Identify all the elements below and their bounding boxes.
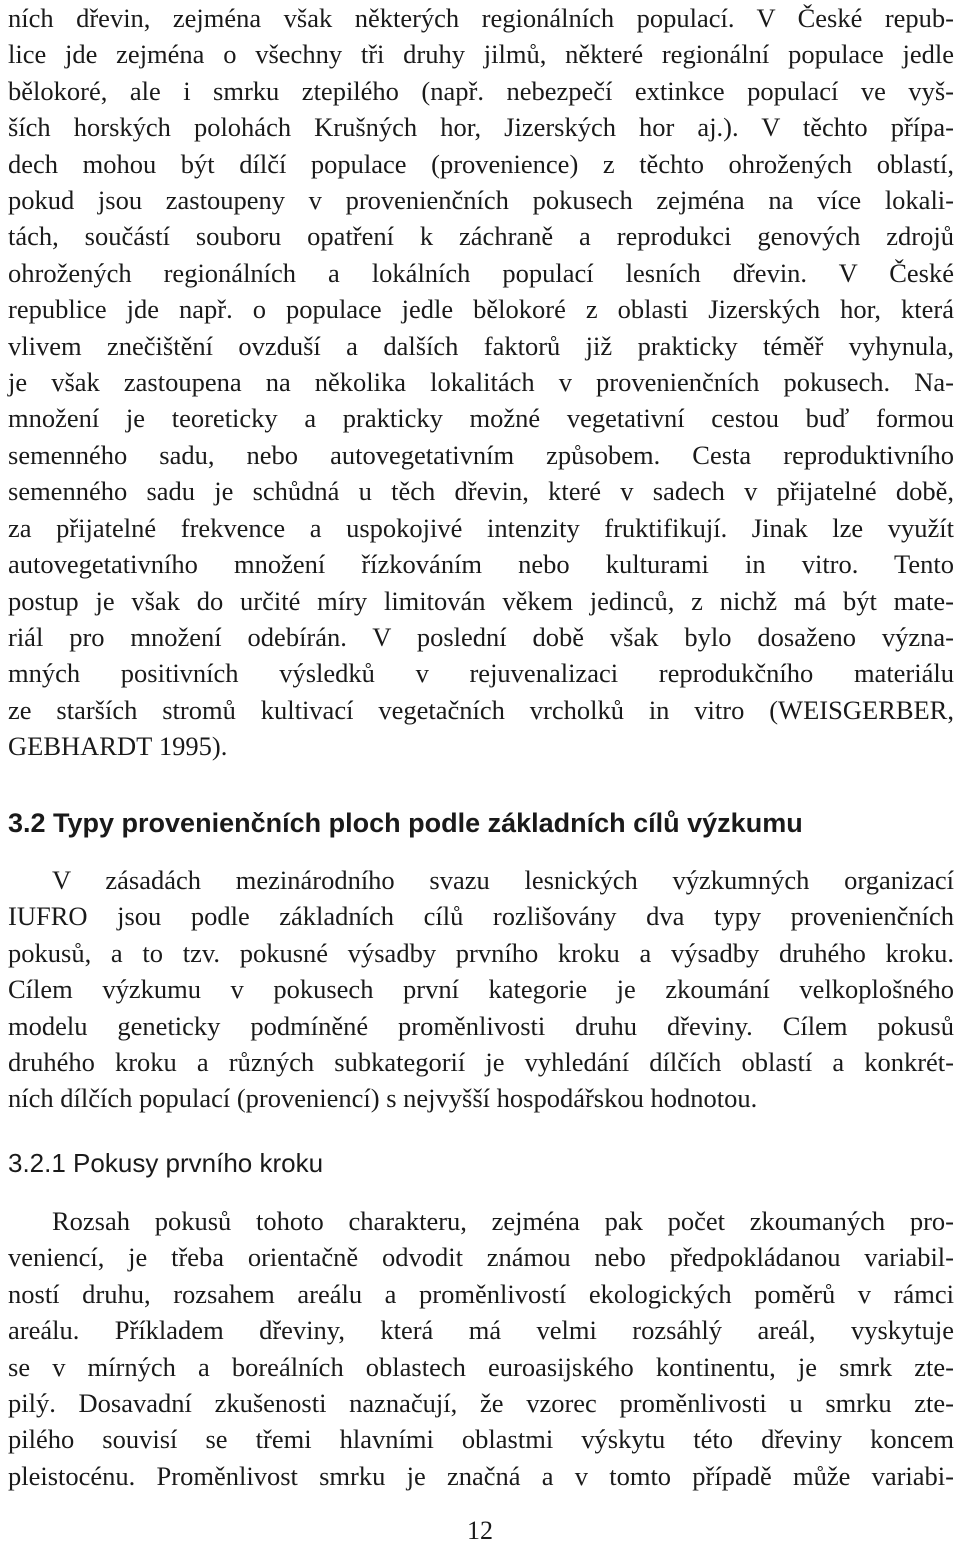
text-line: autovegetativního množení řízkováním nebo kulturami in vitro. Tento (8, 549, 954, 580)
citation-author: GEBHARDT (8, 731, 153, 762)
text-line: veniencí, je třeba orientačně odvodit známou nebo předpokládanou variabil- (8, 1242, 954, 1273)
text-line: dech mohou být dílčí populace (provenience) z těchto ohrožených oblastí, (8, 148, 954, 179)
text-line: semenného sadu je schůdná u těch dřevin, které v sadech v přijatelné době, (8, 476, 954, 507)
text-line: pilý. Dosavadní zkušenosti naznačují, že vzorec proměnlivosti u smrku zte- (8, 1388, 954, 1419)
text-line: pokud jsou zastoupeny v provenienčních pokusech zejména na více lokali- (8, 185, 954, 216)
text-line: ností druhu, rozsahem areálu a proměnlivostí ekologických poměrů v rámci (8, 1278, 954, 1309)
text-line: vlivem znečištění ovzduší a dalších faktorů již prakticky téměř vyhynula, (8, 330, 954, 361)
text-line: mných positivních výsledků v rejuvenalizaci reprodukčního materiálu (8, 658, 954, 689)
text-line: postup je však do určité míry limitován věkem jedinců, z nichž má být mate- (8, 585, 954, 616)
text-line: pokusů, a to tzv. pokusné výsadby prvního kroku a výsadby druhého kroku. (8, 937, 954, 968)
page-number: 12 (467, 1516, 493, 1545)
text-line: IUFRO jsou podle základních cílů rozlišovány dva typy provenienčních (8, 901, 954, 932)
text-line: V zásadách mezinárodního svazu lesnických výzkumných organizací (52, 865, 954, 895)
text-line: areálu. Příkladem dřeviny, která má velmi rozsáhlý areál, vyskytuje (8, 1315, 954, 1346)
section-heading: 3.2 Typy provenienčních ploch podle základních cílů výzkumu (8, 808, 803, 838)
text-line: riál pro množení odebírán. V poslední době však bylo dosaženo význa- (8, 621, 954, 652)
text-line: ních dřevin, zejména však některých regionálních populací. V České repub- (8, 3, 954, 33)
text-line: ohrožených regionálních a lokálních populací lesních dřevin. V České (8, 257, 954, 288)
subsection-heading: 3.2.1 Pokusy prvního kroku (8, 1148, 324, 1178)
text-line: ze starších stromů kultivací vegetačních vrcholků in vitro (WEISGERBER, (8, 694, 954, 725)
text-line: modelu geneticky podmíněné proměnlivosti druhu dřeviny. Cílem pokusů (8, 1010, 954, 1041)
citation-year: 1995). (152, 731, 228, 762)
text-line: pleistocénu. Proměnlivost smrku je značná a v tomto případě může variabi- (8, 1460, 954, 1491)
text-line: bělokoré, ale i smrku ztepilého (např. nebezpečí extinkce populací ve vyš- (8, 75, 954, 106)
text-line: Rozsah pokusů tohoto charakteru, zejména pak počet zkoumaných pro- (52, 1206, 954, 1236)
text-line: republice jde např. o populace jedle bělokoré z oblasti Jizerských hor, která (8, 294, 954, 325)
text-line: ních dílčích populací (proveniencí) s nejvyšší hospodářskou hodnotou. (8, 1083, 758, 1114)
text-line: semenného sadu, nebo autovegetativním způsobem. Cesta reproduktivního (8, 439, 954, 470)
text-line: lice jde zejména o všechny tři druhy jilmů, některé regionální populace jedle (8, 39, 954, 70)
text-line: druhého kroku a různých subkategorií je vyhledání dílčích oblastí a konkrét- (8, 1047, 954, 1078)
paragraph-1 (8, 0, 954, 765)
text-line: množení je teoreticky a prakticky možné vegetativní cestou buď formou (8, 403, 954, 434)
text-line: se v mírných a boreálních oblastech euroasijského kontinentu, je smrk zte- (8, 1351, 954, 1382)
paragraph-2 (8, 862, 954, 1117)
paragraph-3 (8, 1203, 954, 1494)
text-line: ších horských polohách Krušných hor, Jizerských hor aj.). V těchto přípa- (8, 112, 954, 143)
text-line: pilého souvisí se třemi hlavními oblastmi výskytu této dřeviny koncem (8, 1424, 954, 1455)
text-line: za přijatelné frekvence a uspokojivé intenzity fruktifikují. Jinak lze využít (8, 512, 954, 543)
text-line: Cílem výzkumu v pokusech první kategorie je zkoumání velkoplošného (8, 974, 954, 1005)
text-line: tách, součástí souboru opatření k záchraně a reprodukci genových zdrojů (8, 221, 954, 252)
text-line-citation (8, 728, 954, 764)
text-line: je však zastoupena na několika lokalitách v provenienčních pokusech. Na- (8, 367, 954, 398)
